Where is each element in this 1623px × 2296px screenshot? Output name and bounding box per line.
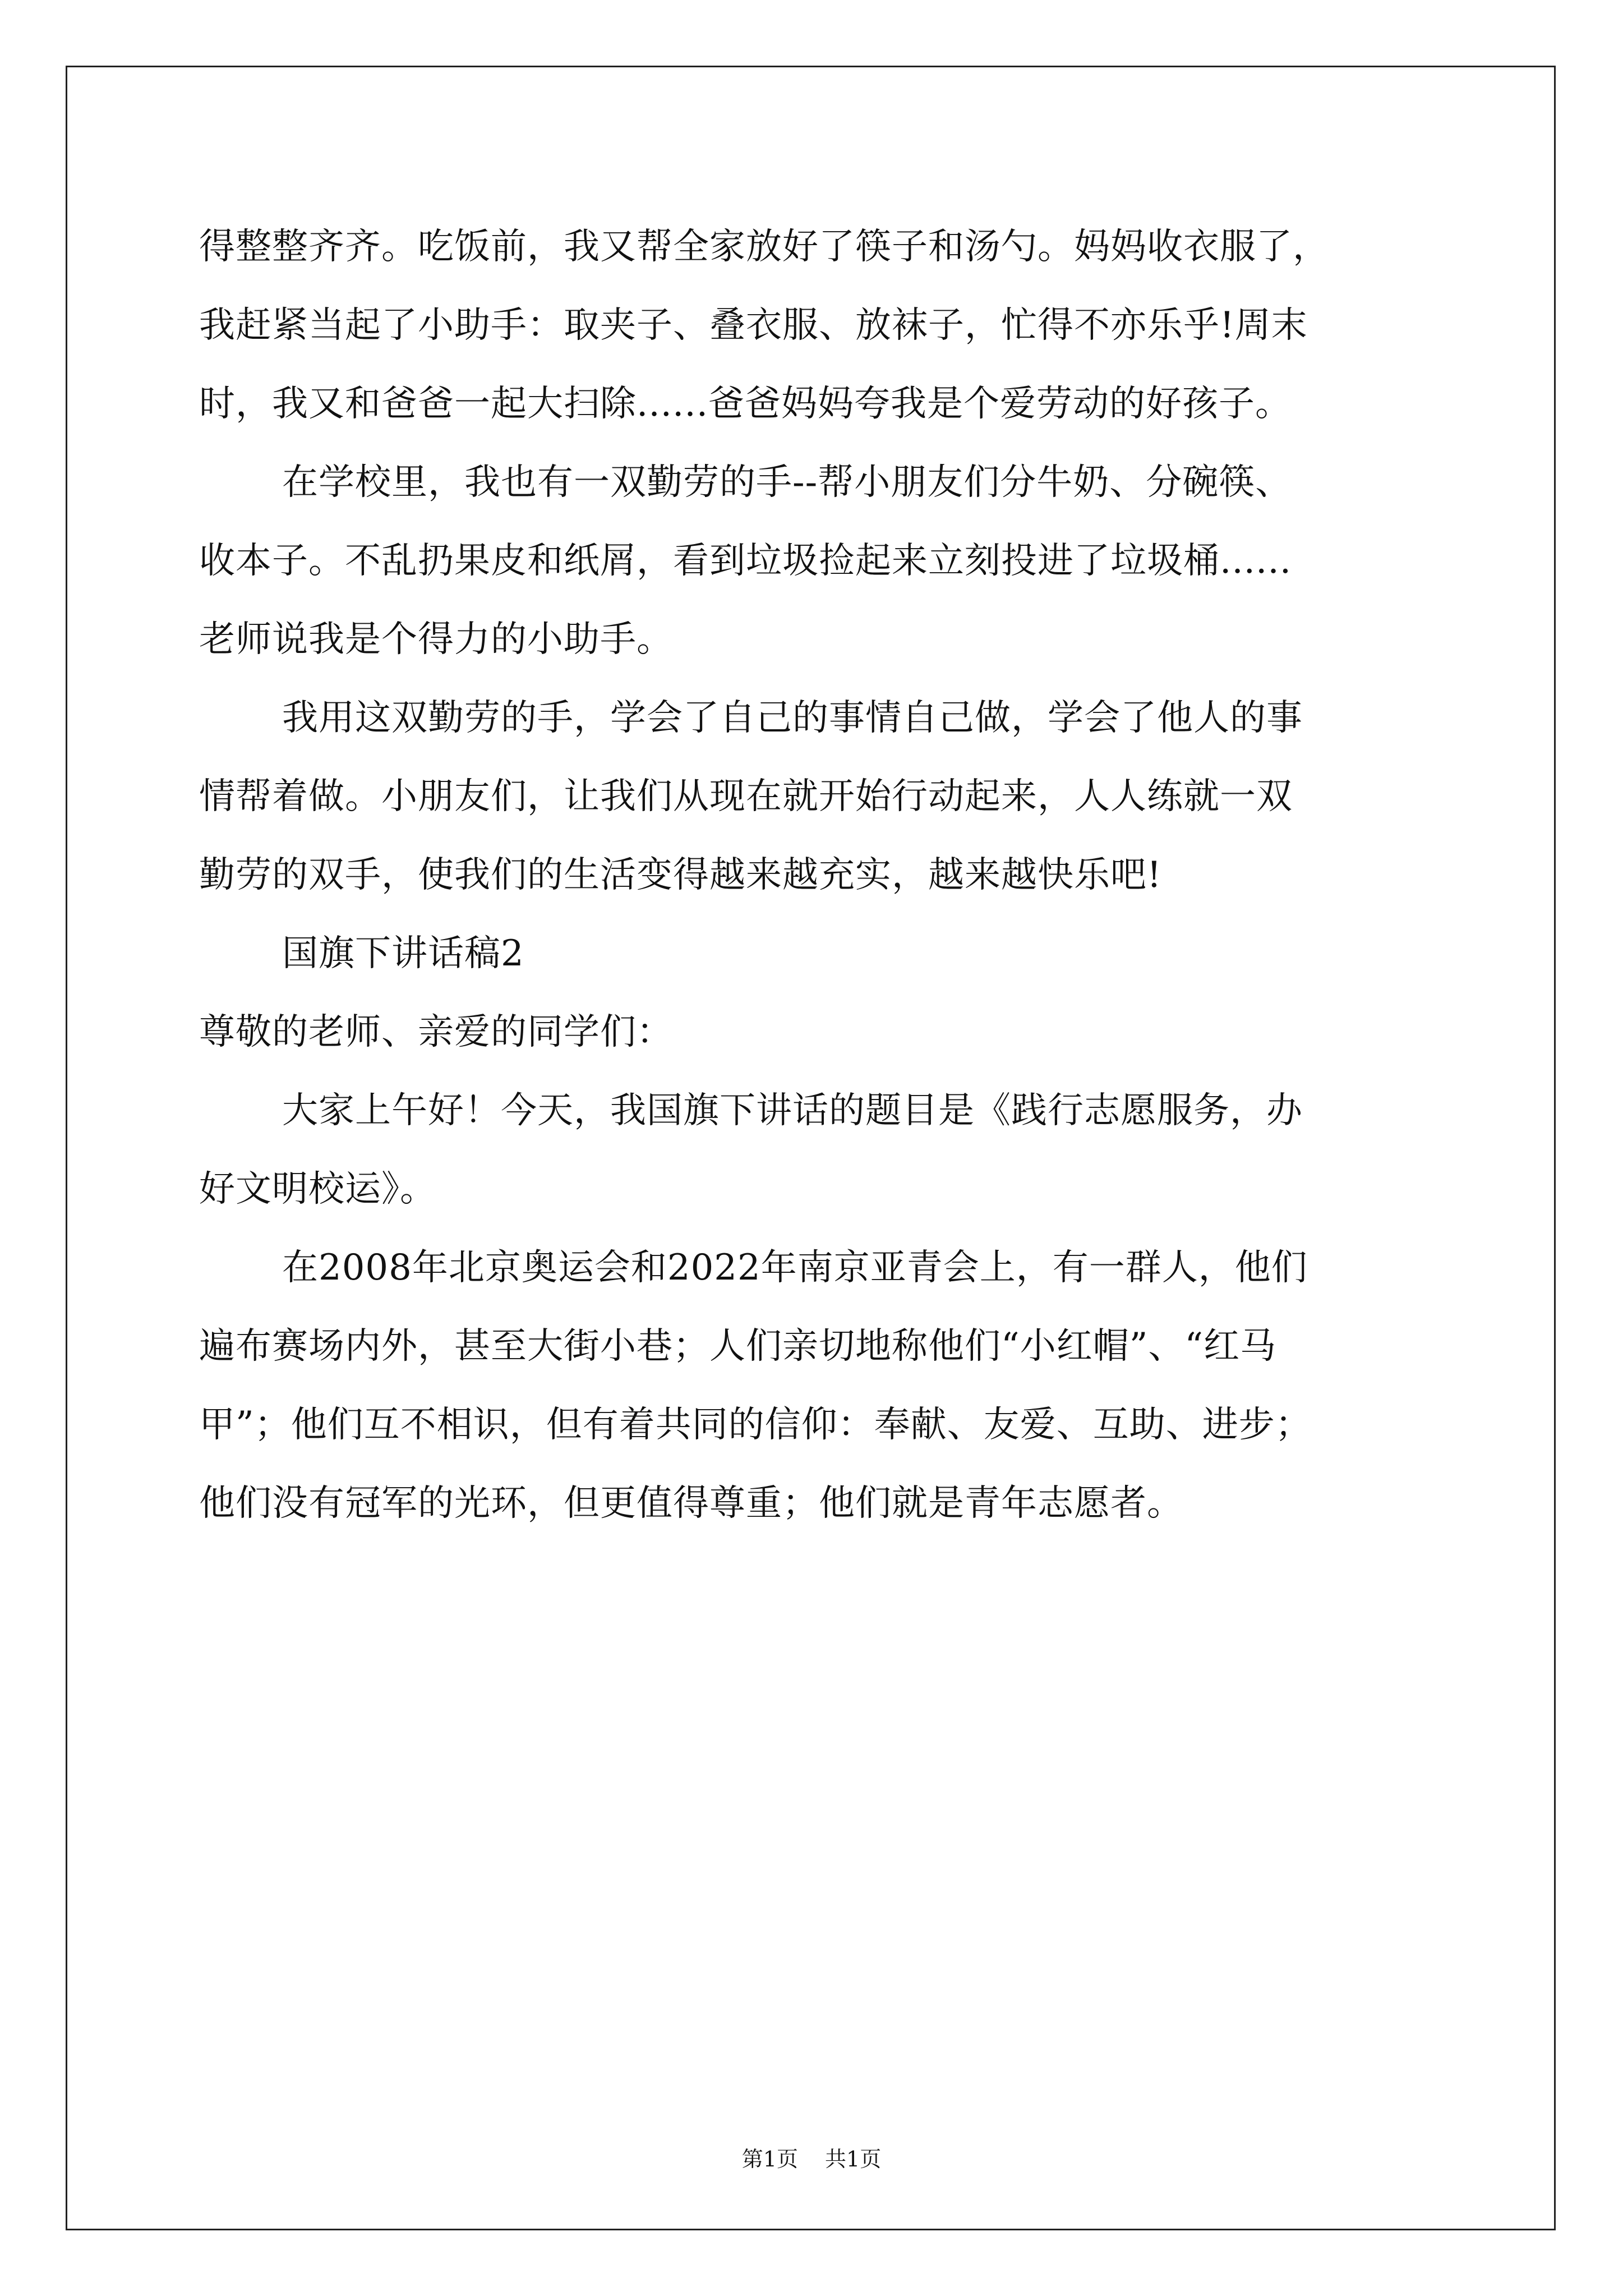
text-line: 情帮着做。小朋友们，让我们从现在就开始行动起来，人人练就一双 (199, 776, 1293, 817)
text-line: 他们没有冠军的光环，但更值得尊重；他们就是青年志愿者。 (199, 1483, 1183, 1524)
paragraph-start-line: 在学校里，我也有一双勤劳的手--帮小朋友们分牛奶、分碗筷、 (282, 462, 1292, 503)
text-line: 遍布赛场内外，甚至大街小巷；人们亲切地称他们“小红帽”、“红马 (199, 1326, 1277, 1367)
total-pages: 共1页 (825, 2147, 882, 2171)
text-line: 甲”；他们互不相识，但有着共同的信仰：奉献、友爱、互助、进步； (199, 1404, 1312, 1446)
salutation: 尊敬的老师、亲爱的同学们： (199, 1011, 673, 1053)
page-footer (0, 2145, 1623, 2173)
text-line: 好文明校运》。 (199, 1168, 436, 1210)
paragraph-start-line: 我用这双勤劳的手，学会了自己的事情自己做，学会了他人的事 (282, 697, 1303, 739)
text-line: 收本子。不乱扔果皮和纸屑，看到垃圾捡起来立刻投进了垃圾桶...... (199, 540, 1292, 582)
section-heading: 国旗下讲话稿2 (282, 933, 524, 974)
paragraph-start-line: 大家上午好！今天，我国旗下讲话的题目是《践行志愿服务，办 (282, 1090, 1303, 1131)
text-line: 勤劳的双手，使我们的生活变得越来越充实，越来越快乐吧! (199, 854, 1162, 896)
text-line: 时，我又和爸爸一起大扫除......爸爸妈妈夸我是个爱劳动的好孩子。 (199, 383, 1292, 425)
page-number: 第1页 (741, 2147, 798, 2171)
text-line: 老师说我是个得力的小助手。 (199, 619, 673, 660)
text-line: 我赶紧当起了小助手：取夹子、叠衣服、放袜子，忙得不亦乐乎!周末 (199, 305, 1308, 346)
paragraph-start-line: 在2008年北京奥运会和2022年南京亚青会上，有一群人，他们 (282, 1247, 1308, 1289)
text-line: 得整整齐齐。吃饭前，我又帮全家放好了筷子和汤勺。妈妈收衣服了， (199, 226, 1329, 268)
